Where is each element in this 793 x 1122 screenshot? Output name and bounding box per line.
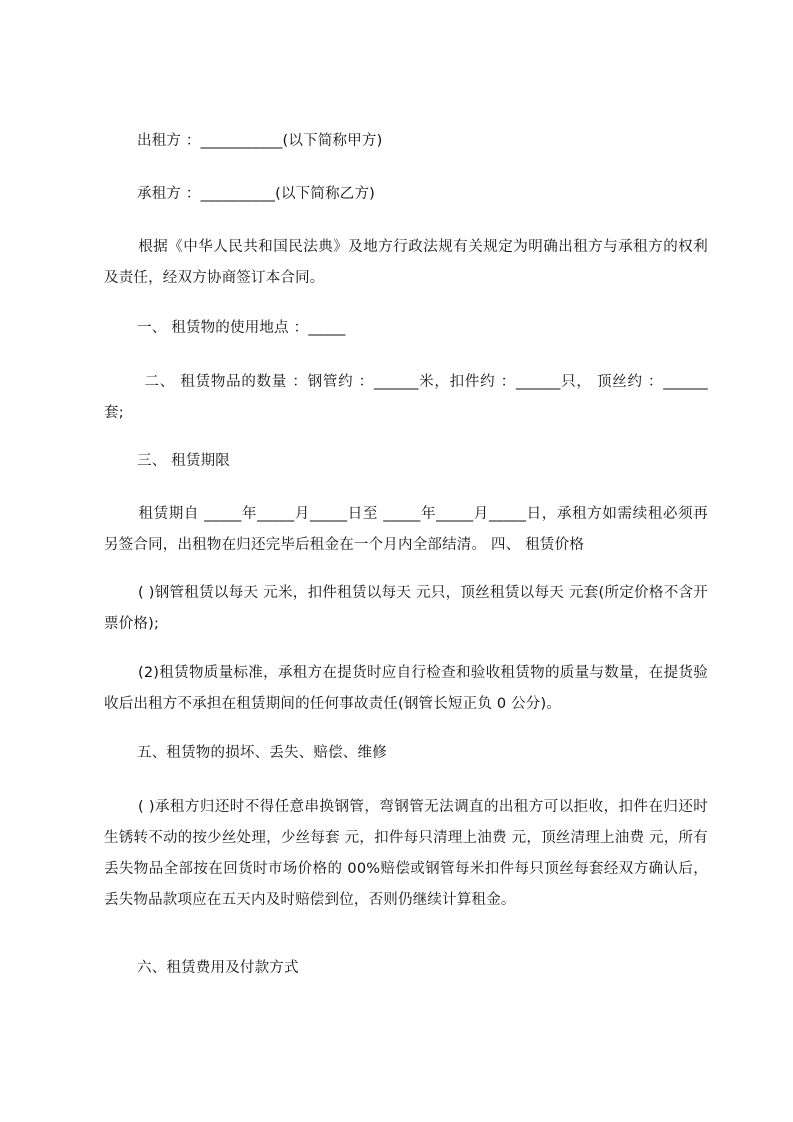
- term-text: 租赁期自 _____年_____月_____日至 _____年_____月_____日，承租方如需续租必须再另签合同，出租物在归还完毕后租金在一个月内全部结清。 四、 租赁价格: [104, 506, 708, 553]
- section-3-heading: 三、 租赁期限: [137, 453, 231, 469]
- section-1-heading: 一、 租赁物的使用地点 ：_____: [137, 320, 346, 336]
- intro-paragraph: [104, 232, 708, 294]
- damage-text: ( )承租方归还时不得任意串换钢管，弯钢管无法调直的出租方可以拒收，扣件在归还时生锈转不动的按少丝处理，少丝每套 元，扣件每只清理上油费 元，顶丝清理上油费 元，所有丢失物品全部按在回货时市场价格的 00%赔偿或钢管每米扣件每只顶丝每套经双方确认后，丢失物品款项应在五天内及时赔偿到位，否则仍继续计算租金。: [104, 799, 708, 908]
- lessee-line: 承租方 ：__________(以下简称乙方): [137, 186, 376, 202]
- quality-paragraph: [104, 658, 708, 720]
- price-paragraph: [104, 578, 708, 640]
- term-paragraph: [104, 499, 708, 561]
- quality-text: (2)租赁物质量标准，承租方在提货时应自行检查和验收租赁物的质量与数量，在提货验收后出租方不承担在租赁期间的任何事故责任(钢管长短正负 0 公分)。: [104, 665, 708, 712]
- intro-text: 根据《中华人民共和国民法典》及地方行政法规有关规定为明确出租方与承租方的权利及责任，经双方协商签订本合同。: [104, 239, 708, 286]
- price-text: ( )钢管租赁以每天 元米，扣件租赁以每天 元只，顶丝租赁以每天 元套(所定价格不含开票价格);: [104, 585, 708, 632]
- section-2-paragraph: [104, 367, 708, 429]
- section-2-text: 二、 租赁物品的数量 ：钢管约 ：______米，扣件约 ：______只， 顶丝约 ：______套;: [104, 374, 708, 421]
- damage-paragraph: [104, 792, 708, 916]
- section-6-heading: 六、租赁费用及付款方式: [137, 960, 299, 976]
- lessor-line: 出租方 ：___________(以下简称甲方): [137, 133, 383, 149]
- section-5-heading: 五、租赁物的损坏、丢失、赔偿、维修: [137, 745, 387, 761]
